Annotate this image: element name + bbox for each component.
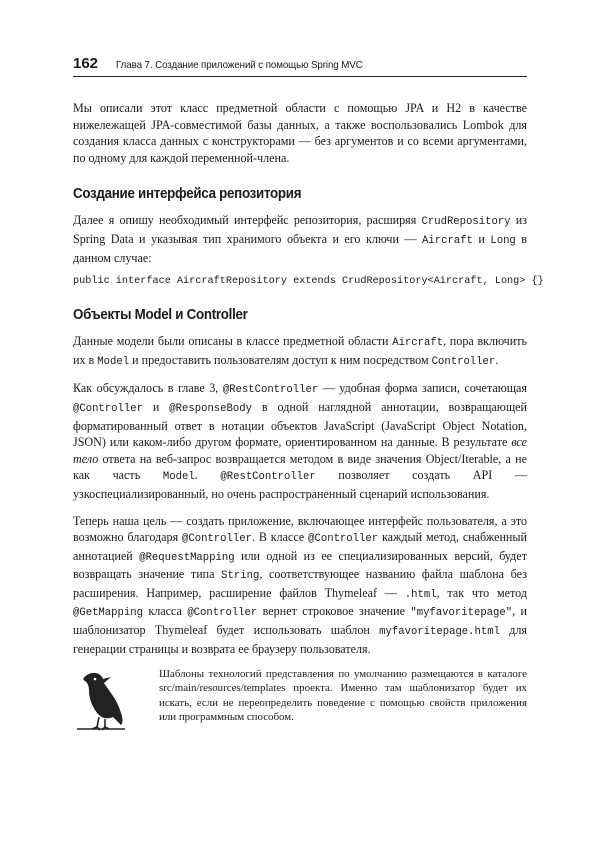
code-listing: public interface AircraftRepository extends CrudRepository<Aircraft, Long> {} xyxy=(73,276,544,288)
controller-paragraph: Теперь наша цель — создать приложение, включающее интерфейс пользователя, а это возможно благодаря @Controller. В классе @Controller каждый метод, снабженный аннотацией @RequestMapping или одной из ее специализированных версий, будет возвращать значение типа String, соответствующее названию файла шаблона без расширения. Например, расширение файлов Thymeleaf — .html, так что метод @GetMapping класса @Controller вернет строковое значение "myfavoritepage", и шаблонизатор Thymeleaf будет использовать шаблон myfavoritepage.html для генерации страницы и возврата ее браузеру пользователя. xyxy=(73,513,528,656)
bird-icon xyxy=(73,669,131,733)
tip-note xyxy=(73,667,527,733)
page-number: 162 xyxy=(73,55,99,72)
page-header xyxy=(73,55,527,72)
restcontroller-paragraph: Как обсуждалось в главе 3, @RestController — удобная форма записи, сочетающая @Controller и @ResponseBody в одной наглядной аннотации, возвращающей форматированный ответ в нотации объектов JavaScript (JavaScript Object Notation, JSON) или каком-либо другом формате, ориентированном на данные. В результате все тело ответа на веб-запрос возвращается методом в виде значения Object/Iterable, а не как часть Model. @RestController позволяет создать API — узкоспециализированный, но очень распространенный сценарий использования. xyxy=(73,381,528,501)
section-heading-model-controller: Объекты Model и Controller xyxy=(73,307,248,324)
header-rule xyxy=(73,76,527,77)
model-paragraph: Данные модели были описаны в классе предметной области Aircraft, пора включить их в Model и предоставить пользователям доступ к ним посредством Controller. xyxy=(73,334,528,368)
repository-paragraph: Далее я опишу необходимый интерфейс репозитория, расширяя CrudRepository из Spring Data и указывая тип хранимого объекта и его ключи — Aircraft и Long в данном случае: xyxy=(73,213,527,265)
running-head: Глава 7. Создание приложений с помощью Spring MVC xyxy=(116,59,363,71)
page-body xyxy=(73,100,544,733)
section-heading-repository: Создание интерфейса репозитория xyxy=(73,186,302,203)
intro-paragraph: Мы описали этот класс предметной области с помощью JPA и H2 в качестве нижележащей JPA-совместимой базы данных, а также воспользовались Lombok для создания класса данных с конструкторами — без аргументов и со всеми аргументами, по одному для каждой переменной-члена. xyxy=(73,101,527,165)
tip-text: Шаблоны технологий представления по умолчанию размещаются в каталоге src/main/resources/templates проекта. Именно там шаблонизатор будет их искать, если не переопределить поведение с помощью свойств приложения или программным способом. xyxy=(159,668,527,723)
